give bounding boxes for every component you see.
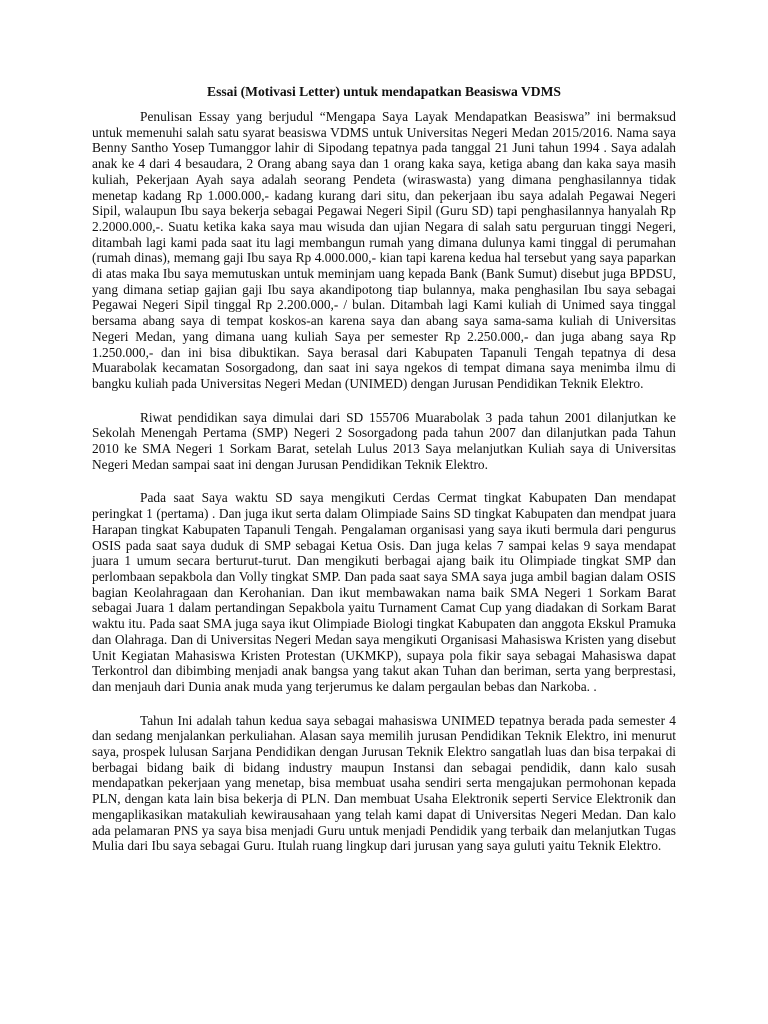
paragraph-introduction: Penulisan Essay yang berjudul “Mengapa Saya Layak Mendapatkan Beasiswa” ini bermaksud untuk memenuhi salah satu syarat beasiswa VDMS untuk Universitas Negeri Medan 2015/2016. Nama saya Benny Santho Yosep Tumanggor lahir di Sipodang tepatnya pada tanggal 21 Juni tahun 1994 . Saya adalah anak ke 4 dari 4 besaudara, 2 Orang abang saya dan 1 orang kaka saya, ketiga abang dan kaka saya masih kuliah, Pekerjaan Ayah saya adalah seorang Pendeta (wiraswasta) yang dimana penghasilannya tidak menetap kadang Rp 1.000.000,- kadang kurang dari situ, dan pekerjaan ibu saya adalah Pegawai Negeri Sipil, walaupun Ibu saya bekerja sebagai Pegawai Negeri Sipil (Guru SD) tapi penghasilannya hanyalah Rp 2.2000.000,-. Suatu ketika kaka saya mau wisuda dan ujian Negara di salah satu perguruan tinggi Negeri, ditambah lagi kami pada saat itu lagi membangun rumah yang dimana dulunya kami tinggal di perumahan (rumah dinas), memang gaji Ibu saya Rp 4.000.000,- kian tapi karena kedua hal tersebut yang saya paparkan di atas maka Ibu saya memutuskan untuk meminjam uang kepada Bank (Bank Sumut) disebut juga BPDSU, yang dimana setiap gajian gaji Ibu saya akandipotong tiap bulannya, maka penghasilan Ibu saya sebagai Pegawai Negeri Sipil tinggal Rp 2.200.000,- / bulan. Ditambah lagi Kami kuliah di Unimed saya tinggal bersama abang saya di tempat koskos-an karena saya dan abang saya sama-sama kuliah di Universitas Negeri Medan, yang dimana uang kuliah Saya per semester Rp 2.250.000,- dan juga abang saya Rp 1.250.000,- dan ini bisa dibuktikan. Saya berasal dari Kabupaten Tapanuli Tengah tepatnya di desa Muarabolak kecamatan Sosorgadong, dan saat ini saya ngekos di tempat dimana saya menimba ilmu di bangku kuliah pada Universitas Negeri Medan (UNIMED) dengan Jurusan Pendidikan Teknik Elektro.	[92, 109, 676, 391]
paragraph-education-history: Riwat pendidikan saya dimulai dari SD 155706 Muarabolak 3 pada tahun 2001 dilanjutkan ke Sekolah Menengah Pertama (SMP) Negeri 2 Sosorgadong pada tahun 2007 dan dilanjutkan pada Tahun 2010 ke SMA Negeri 1 Sorkam Barat, setelah Lulus 2013 Saya melanjutkan Kuliah saya di Universitas Negeri Medan sampai saat ini dengan Jurusan Pendidikan Teknik Elektro.	[92, 409, 676, 472]
paragraph-achievements: Pada saat Saya waktu SD saya mengikuti Cerdas Cermat tingkat Kabupaten Dan mendapat peringkat 1 (pertama) . Dan juga ikut serta dalam Olimpiade Sains SD tingkat Kabupaten dan mendpat juara Harapan tingkat Kabupaten Tapanuli Tengah. Pengalaman organisasi yang saya ikuti bermula dari pengurus OSIS pada saat saya duduk di SMP sebagai Ketua Osis. Dan juga kelas 7 sampai kelas 9 saya mendapat juara 1 umum secara berturut-turut. Dan mengikuti berbagai ajang baik itu Olimpiade tingkat SMP dan perlombaan sepakbola dan Volly tingkat SMP. Dan pada saat saya SMA saya juga ambil bagian dalam OSIS bagian Keolahragaan dan Kerohanian. Dan ikut membawakan nama baik SMA Negeri 1 Sorkam Barat sebagai Juara 1 dalam pertandingan Sepakbola yaitu Turnament Camat Cup yang diadakan di Sorkam Barat waktu itu. Pada saat SMA juga saya ikut Olimpiade Biologi tingkat Kabupaten dan anggota Ekskul Pramuka dan Olahraga. Dan di Universitas Negeri Medan saya mengikuti Organisasi Mahasiswa Kristen yang disebut Unit Kegiatan Mahasiswa Kristen Protestan (UKMKP), supaya pola fikir saya sebagai Mahasiswa dapat Terkontrol dan dibimbing menjadi anak bangsa yang takut akan Tuhan dan beriman, serta yang berprestasi, dan menjauh dari Dunia anak muda yang terjerumus ke dalam pergaulan bebas dan Narkoba. .	[92, 490, 676, 694]
paragraph-study-motivation: Tahun Ini adalah tahun kedua saya sebagai mahasiswa UNIMED tepatnya berada pada semester 4 dan sedang menjalankan perkuliahan. Alasan saya memilih jurusan Pendidikan Teknik Elektro, ini menurut saya, prospek lulusan Sarjana Pendidikan dengan Jurusan Teknik Elektro sangatlah luas dan bisa terpakai di berbagai bidang baik di bidang industry maupun Instansi dan sebagai pendidik, dann kalo susah mendapatkan pekerjaan yang menetap, bisa membuat usaha sendiri serta mengajukan permohonan kepada PLN, dengan kata lain bisa bekerja di PLN. Dan membuat Usaha Elektronik seperti Service Elektronik dan mengaplikasikan matakuliah kewirausahaan yang telah kami dapat di Universitas Negeri Medan. Dan kalo ada pelamaran PNS ya saya bisa menjadi Guru untuk menjadi Pendidik yang terbaik dan melanjutkan Tugas Mulia dari Ibu saya sebagai Guru. Itulah ruang lingkup dari jurusan yang saya guluti yaitu Teknik Elektro.	[92, 712, 676, 854]
document-title: Essai (Motivasi Letter) untuk mendapatkan Beasiswa VDMS	[207, 84, 561, 99]
